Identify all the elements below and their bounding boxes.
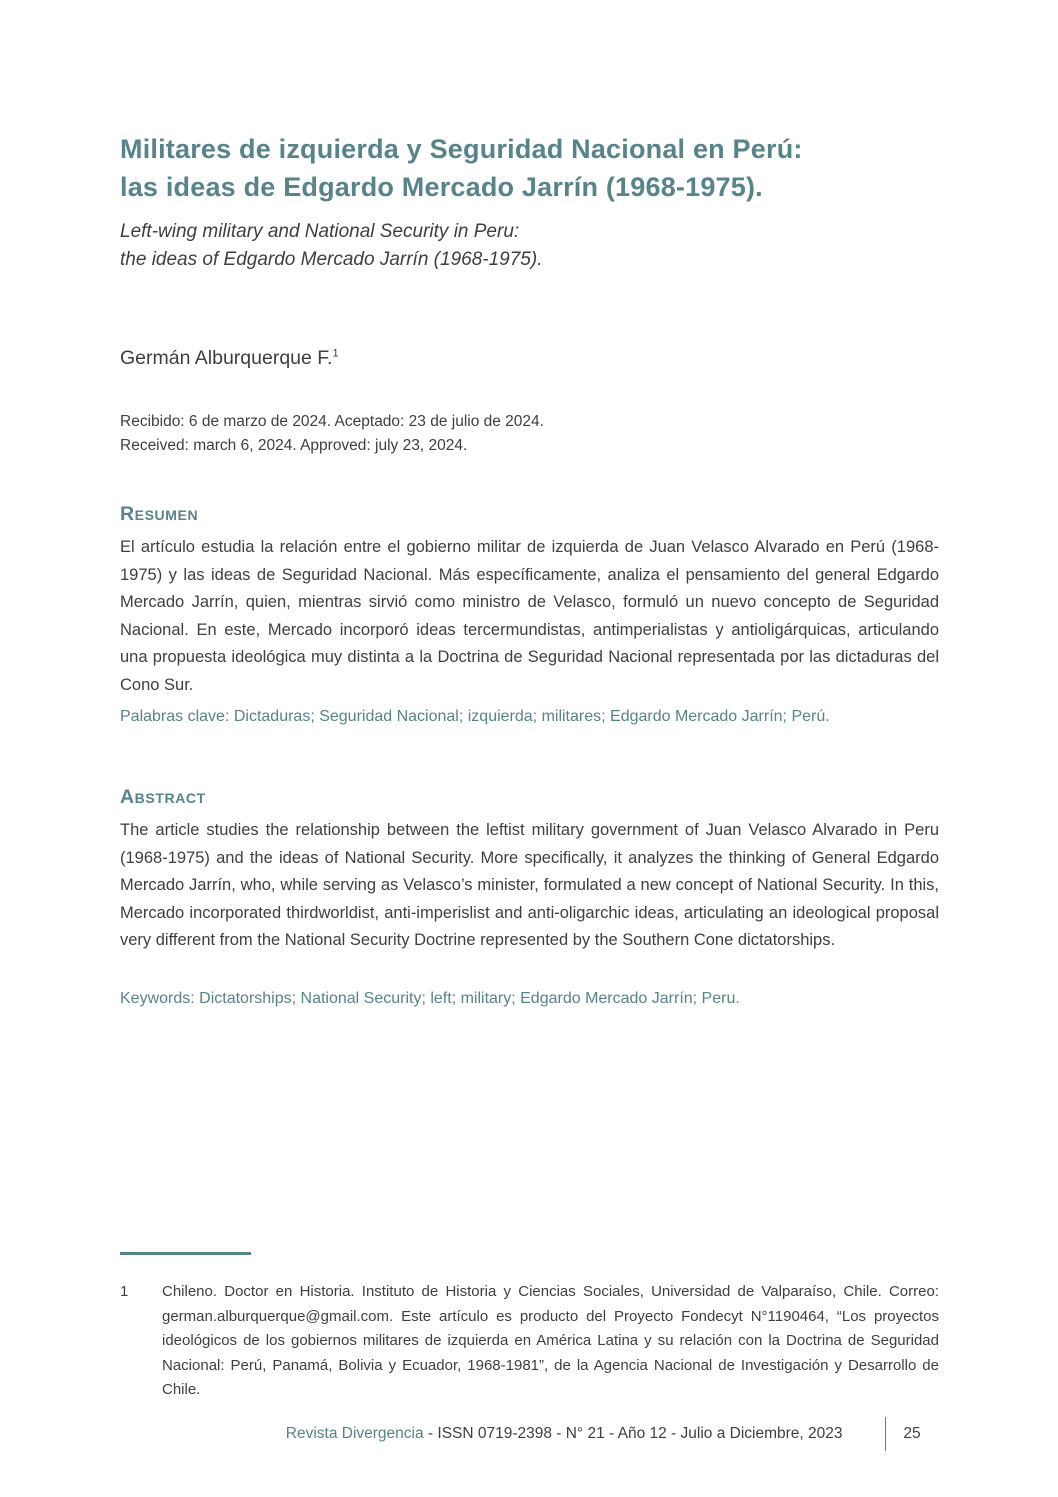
journal-meta: - ISSN 0719-2398 - N° 21 - Año 12 - Julio a Diciembre, 2023 [423,1425,843,1442]
author-name [120,347,820,370]
page-number: 25 [903,1425,921,1442]
footer-text [286,1425,843,1443]
abstract-paragraph: The article studies the relationship between the leftist military government of Juan Velasco Alvarado in Peru (1968-1975) and the ideas of National Security. More specifically, it analyzes the thinking of General Edgardo Mercado Jarrín, who, while serving as Velasco’s minister, formulated a new concept of National Security. In this, Mercado incorporated thirdworldist, anti-imperislist and anti-oligarchic ideas, articulating an ideological proposal very different from the National Security Doctrine represented by the Southern Cone dictatorships. [120,821,939,949]
keywords: Keywords: Dictatorships; National Security; left; military; Edgardo Mercado Jarrín; Peru. [120,990,740,1007]
footnote [120,1280,939,1403]
page-footer [0,1414,1058,1454]
footnote-divider [120,1252,251,1255]
resumen-heading: Resumen [120,503,199,525]
footnote-text: Chileno. Doctor en Historia. Instituto de Historia y Ciencias Sociales, Universidad de Valparaíso, Chile. Correo: german.alburquerque@gmail.com. Este artículo es producto del Proyecto Fondecyt N°1190464, “Los proyectos ideológicos de los gobiernos militares de izquierda en América Latina y su relación con la Doctrina de Seguridad Nacional: Perú, Panamá, Bolivia y Ecuador, 1968-1981”, de la Agencia Nacional de Investigación y Desarrollo de Chile. [162,1283,939,1398]
received-date-spanish: Recibido: 6 de marzo de 2024. Aceptado: 23 de julio de 2024. [120,413,544,430]
article-subtitle-line1: Left-wing military and National Security in Peru: [120,221,520,242]
article-subtitle-line2: the ideas of Edgardo Mercado Jarrín (1968-1975). [120,249,543,270]
submission-dates [120,410,820,457]
article-title [120,130,950,206]
author-name-text: Germán Alburquerque F. [120,347,333,369]
article-title-line2: las ideas de Edgardo Mercado Jarrín (1968-1975). [120,172,763,202]
resumen-paragraph: El artículo estudia la relación entre el gobierno militar de izquierda de Juan Velasco Alvarado en Perú (1968-1975) y las ideas de Seguridad Nacional. Más específicamente, analiza el pensamiento del general Edgardo Mercado Jarrín, quien, mientras sirvió como ministro de Velasco, formuló un nuevo concepto de Seguridad Nacional. En este, Mercado incorporó ideas tercermundistas, antimperialistas y antioligárquicas, articulando una propuesta ideológica muy distinta a la Doctrina de Seguridad Nacional representada por las dictaduras del Cono Sur. [120,538,939,694]
journal-name: Revista Divergencia [285,1425,424,1442]
palabras-clave: Palabras clave: Dictaduras; Seguridad Nacional; izquierda; militares; Edgardo Mercado Jarrín; Perú. [120,708,830,725]
abstract-heading: Abstract [120,786,206,808]
article-subtitle-english [120,218,950,274]
article-title-line1: Militares de izquierda y Seguridad Nacional en Perú: [120,134,803,164]
received-date-english: Received: march 6, 2024. Approved: july 23, 2024. [120,436,468,454]
footnote-number: 1 [120,1283,129,1300]
author-footnote-marker: 1 [332,347,339,360]
